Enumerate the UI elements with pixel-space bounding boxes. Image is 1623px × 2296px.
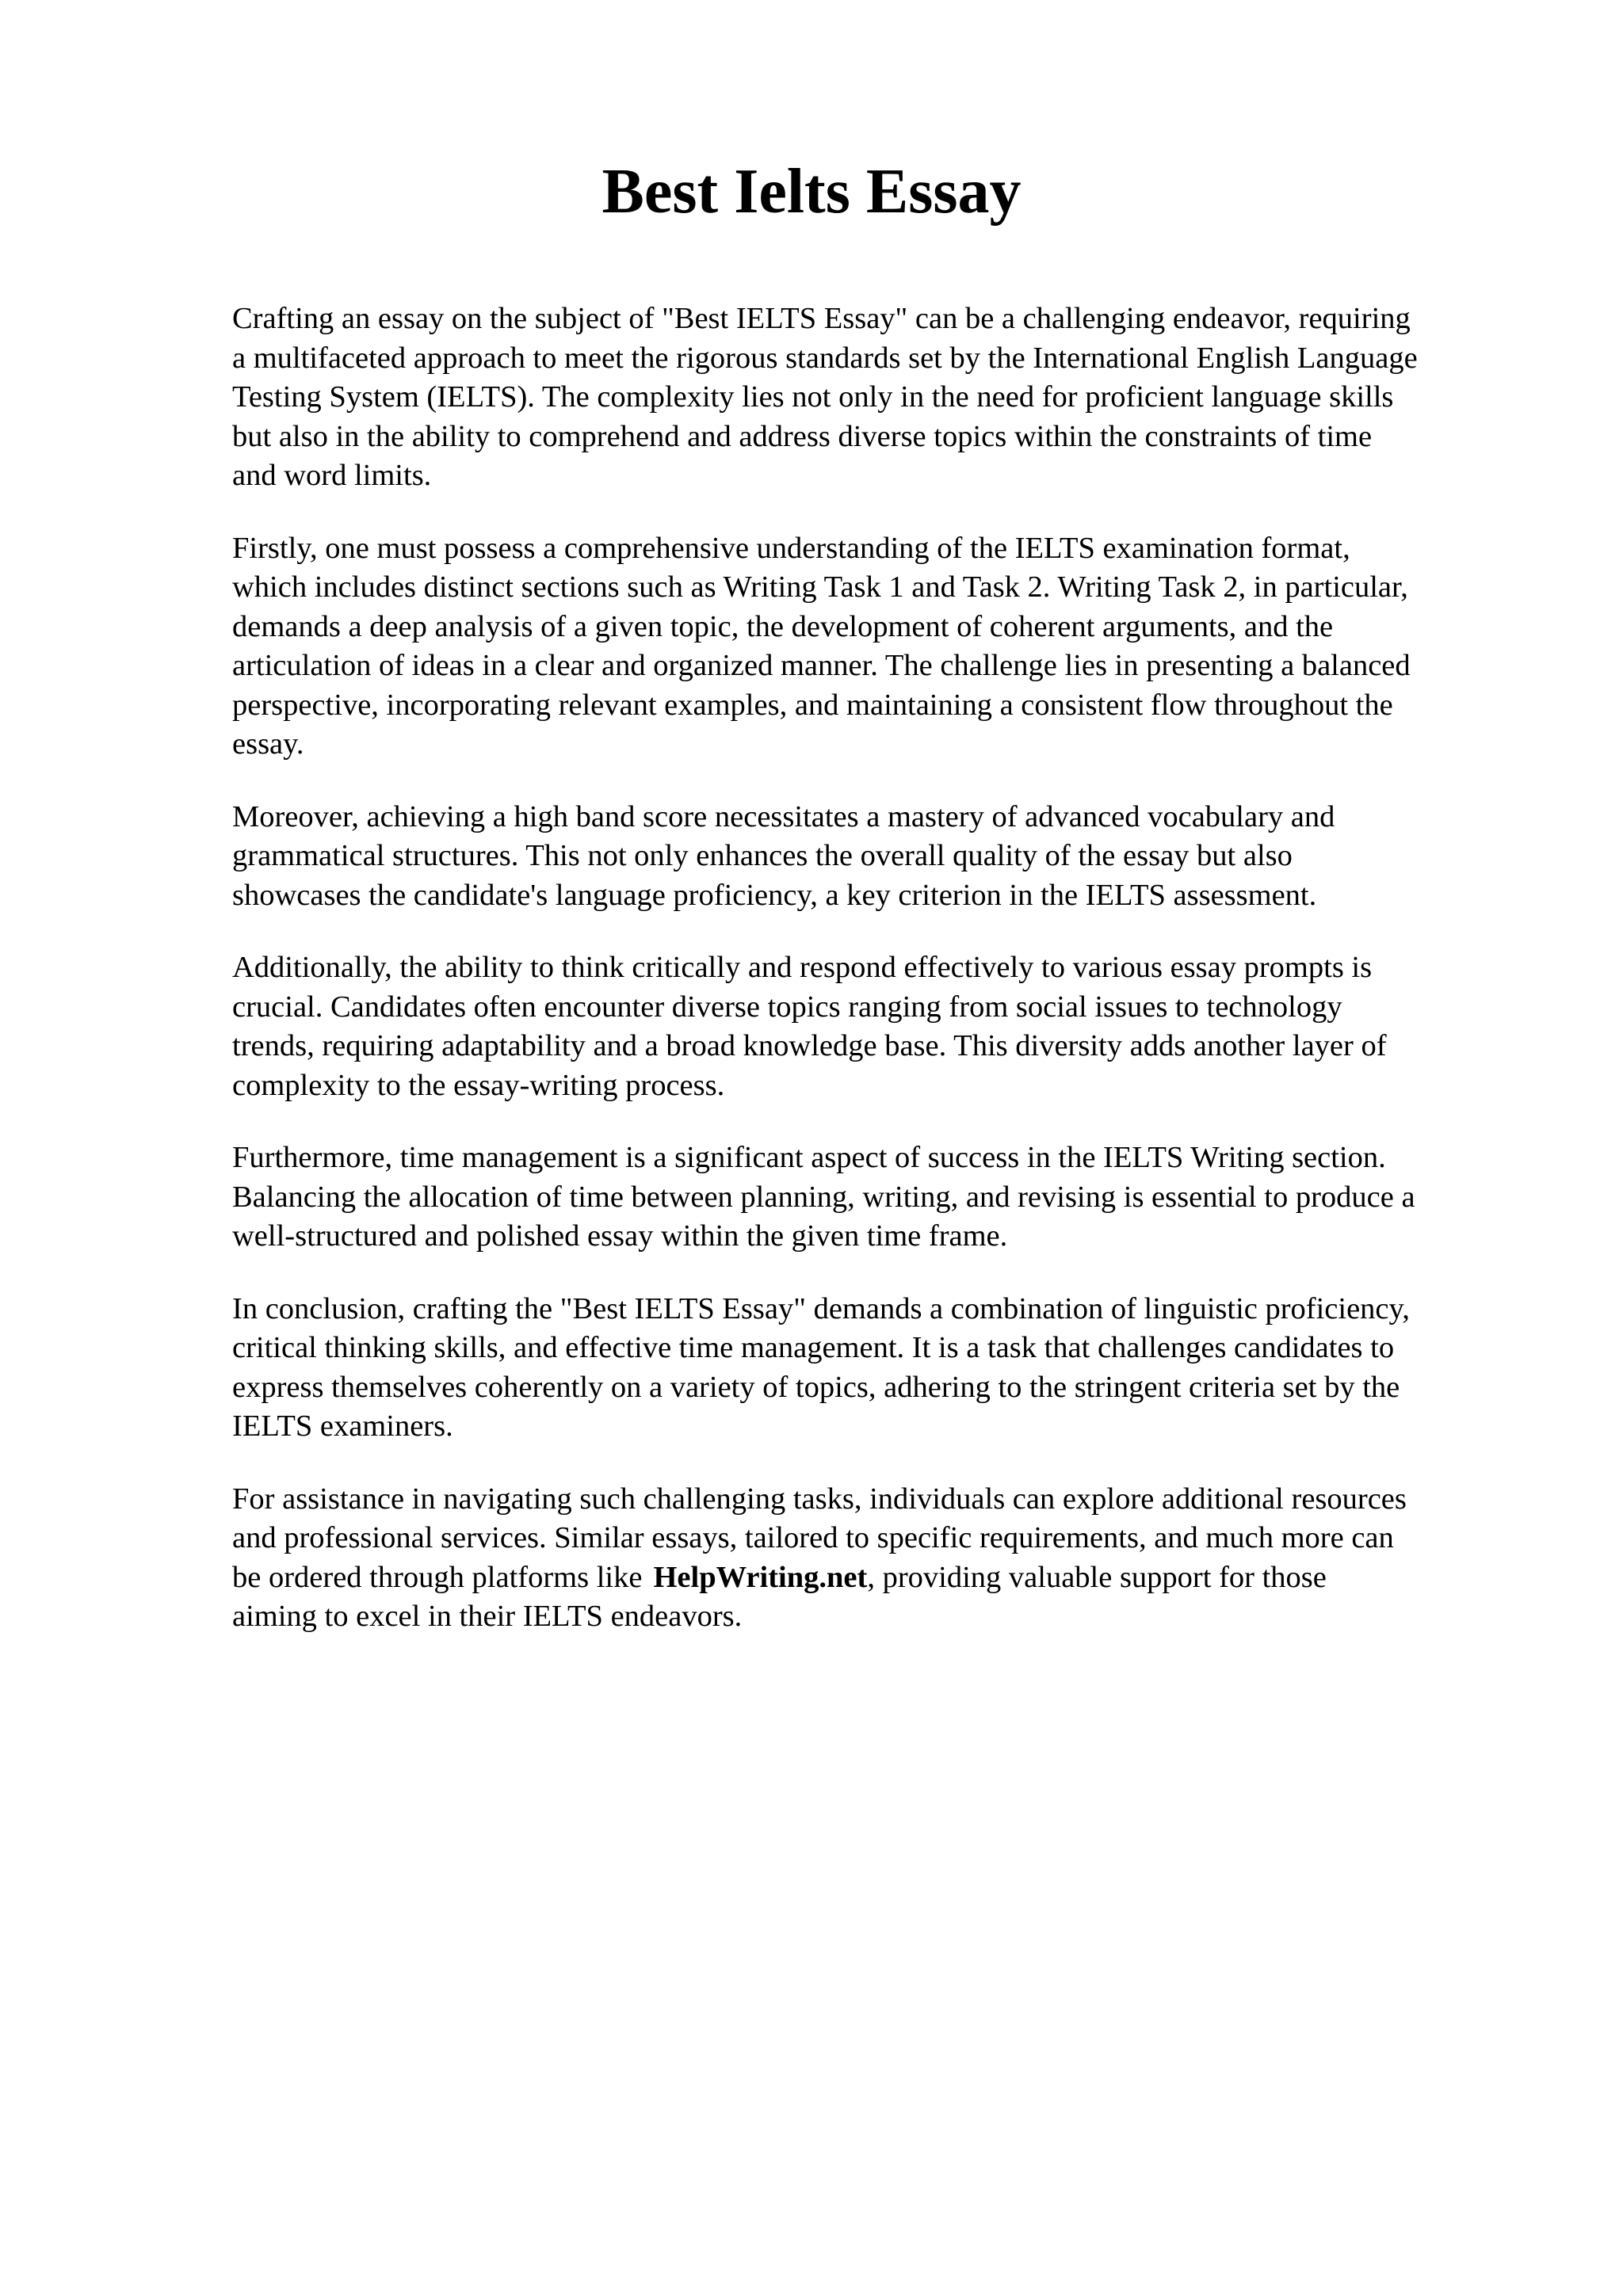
text-line: trends, requiring adaptability and a broad knowledge base. This diversity adds another layer of: [232, 1029, 1387, 1062]
document-title: Best Ielts Essay: [601, 157, 1022, 227]
paragraph-time-management: [232, 1138, 1532, 1257]
text-line: Crafting an essay on the subject of "Best IELTS Essay" can be a challenging endeavor, requiring: [232, 302, 1411, 335]
text-line: In conclusion, crafting the "Best IELTS Essay" demands a combination of linguistic proficiency,: [232, 1291, 1410, 1325]
text-line: Testing System (IELTS). The complexity lies not only in the need for proficient language skills: [232, 380, 1394, 414]
text-segment: be ordered through platforms like: [232, 1560, 643, 1594]
text-line: articulation of ideas in a clear and organized manner. The challenge lies in presenting a balanced: [232, 649, 1411, 682]
text-line: complexity to the essay-writing process.: [232, 1068, 725, 1102]
text-segment: , providing valuable support for those: [867, 1560, 1327, 1594]
text-line: IELTS examiners.: [232, 1409, 453, 1443]
paragraph-vocabulary: [232, 798, 1532, 916]
paragraph-critical-thinking: [232, 948, 1532, 1105]
text-line: Additionally, the ability to think critically and respond effectively to various essay prompts is: [232, 951, 1373, 984]
text-line: grammatical structures. This not only enhances the overall quality of the essay but also: [232, 839, 1293, 872]
text-line: showcases the candidate's language proficiency, a key criterion in the IELTS assessment.: [232, 878, 1317, 912]
paragraph-conclusion: [232, 1290, 1532, 1447]
text-line: well-structured and polished essay within the given time frame.: [232, 1219, 1008, 1253]
text-line: which includes distinct sections such as Writing Task 1 and Task 2. Writing Task 2, in particular,: [232, 570, 1408, 604]
paragraph-format: [232, 529, 1532, 765]
text-line: Firstly, one must possess a comprehensive understanding of the IELTS examination format,: [232, 531, 1350, 565]
text-line: critical thinking skills, and effective time management. It is a task that challenges candidates to: [232, 1331, 1395, 1364]
paragraph-intro: [232, 299, 1532, 496]
text-line: Furthermore, time management is a significant aspect of success in the IELTS Writing section.: [232, 1141, 1386, 1174]
text-line-with-link: [232, 1558, 1532, 1598]
paragraph-closing: [232, 1480, 1532, 1637]
text-line: Moreover, achieving a high band score necessitates a mastery of advanced vocabulary and: [232, 799, 1335, 833]
text-line: For assistance in navigating such challenging tasks, individuals can explore additional resources: [232, 1482, 1407, 1516]
text-line: crucial. Candidates often encounter diverse topics ranging from social issues to technology: [232, 990, 1342, 1024]
text-line: demands a deep analysis of a given topic, the development of coherent arguments, and the: [232, 609, 1334, 643]
text-line: Balancing the allocation of time between planning, writing, and revising is essential to produce a: [232, 1180, 1415, 1214]
text-line: but also in the ability to comprehend and address diverse topics within the constraints of time: [232, 419, 1373, 453]
document-body: [232, 299, 1532, 1670]
text-line: express themselves coherently on a variety of topics, adhering to the stringent criteria set by the: [232, 1370, 1400, 1404]
text-line: and word limits.: [232, 459, 432, 492]
text-line: aiming to excel in their IELTS endeavors.: [232, 1600, 743, 1633]
text-line: a multifaceted approach to meet the rigorous standards set by the International English Language: [232, 341, 1418, 375]
text-line: and professional services. Similar essays, tailored to specific requirements, and much more can: [232, 1521, 1394, 1554]
helpwriting-link[interactable]: HelpWriting.net: [653, 1560, 868, 1594]
text-line: perspective, incorporating relevant examples, and maintaining a consistent flow throughout the: [232, 688, 1393, 722]
text-line: essay.: [232, 727, 304, 761]
